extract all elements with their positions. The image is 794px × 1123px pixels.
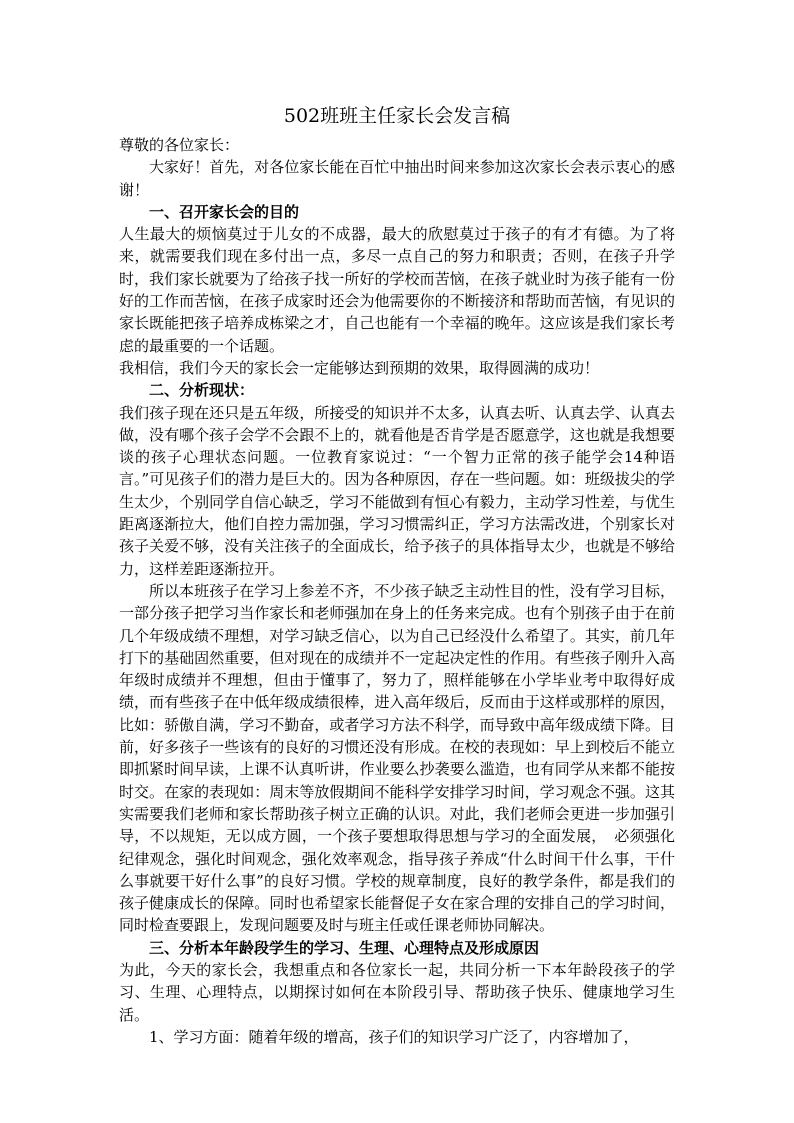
paragraph: 我相信，我们今天的家长会一定能够达到预期的效果，取得圆满的成功！ <box>119 358 600 377</box>
paragraph: 1、学习方面：随着年级的增高，孩子们的知识学习广泛了，内容增加了， <box>149 1027 639 1046</box>
document-title: 502班班主任家长会发言稿 <box>283 105 511 127</box>
paragraph: 我们孩子现在还只是五年级，所接受的知识并不太多，认真去听、认真去学、认真去做，没有哪个孩子会学不会跟不上的，就看他是否肯学是否愿意学，这也就是我想要谈的孩子心理状态问题。一位教育家说过：“一个智力正常的孩子能学会14种语言。”可见孩子们的潜力是巨大的。因为各种原因，存在一些问题。如：班级拔尖的学生太少，个别同学自信心缺乏，学习不能做到有恒心有毅力，主动学习性差，与优生距离逐渐拉大，他们自控力需加强，学习习惯需纠正，学习方法需改进，个别家长对孩子关爱不够，没有关注孩子的全面成长，给予孩子的具体指导太少，也就是不够给力，这样差距逐渐拉开。 <box>119 403 675 578</box>
paragraph: 为此，今天的家长会，我想重点和各位家长一起，共同分析一下本年龄段孩子的学习、生理、心理特点，以期探讨如何在本阶段引导、帮助孩子快乐、健康地学习生活。 <box>119 960 675 1024</box>
greeting-paragraph: 大家好！首先，对各位家长能在百忙中抽出时间来参加这次家长会表示衷心的感谢！ <box>119 158 675 199</box>
section-heading-analysis: 三、分析本年龄段学生的学习、生理、心理特点及形成原因 <box>149 938 540 957</box>
section-heading-purpose: 一、召开家长会的目的 <box>149 202 300 221</box>
paragraph: 所以本班孩子在学习上参差不齐，不少孩子缺乏主动性目的性，没有学习目标，一部分孩子把学习当作家长和老师强加在身上的任务来完成。也有个别孩子由于在前几个年级成绩不理想，对学习缺乏信心，以为自己已经没什么希望了。其实，前几年打下的基础固然重要，但对现在的成绩并不一定起决定性的作用。有些孩子刚升入高年级时成绩并不理想，但由于懂事了，努力了，照样能够在小学毕业考中取得好成绩，而有些孩子在中低年级成绩很棒，进入高年级后，反而由于这样或那样的原因，比如：骄傲自满，学习不勤奋，或者学习方法不科学，而导致中高年级成绩下降。目前，好多孩子一些该有的良好的习惯还没有形成。在校的表现如：早上到校后不能立即抓紧时间早读，上课不认真听讲，作业要么抄袭要么滥造，也有同学从来都不能按时交。在家的表现如：周末等放假期间不能科学安排学习时间，学习观念不强。这其实需要我们老师和家长帮助孩子树立正确的认识。对此，我们老师会更进一步加强引导，不以规矩，无以成方圆，一个孩子要想取得思想与学习的全面发展， 必须强化纪律观念，强化时间观念，强化效率观念，指导孩子养成“什么时间干什么事，干什么事就要干好什么事”的良好习惯。学校的规章制度，良好的教学条件，都是我们的孩子健康成长的保障。同时也希望家长能督促子女在家合理的安排自己的学习时间，同时检查要跟上，发现问题要及时与班主任或任课老师协同解决。 <box>119 581 675 935</box>
salutation: 尊敬的各位家长： <box>119 136 240 154</box>
section-heading-status: 二、分析现状： <box>149 381 255 400</box>
paragraph: 人生最大的烦恼莫过于儿女的不成器，最大的欣慰莫过于孩子的有才有德。为了将来，就需要我们现在多付出一点，多尽一点自己的努力和职责；否则，在孩子升学时，我们家长就要为了给孩子找一所好的学校而苦恼，在孩子就业时为孩子能有一份好的工作而苦恼，在孩子成家时还会为他需要你的不断接济和帮助而苦恼，有见识的家长既能把孩子培养成栋梁之才，自己也能有一个幸福的晚年。这应该是我们家长考虑的最重要的一个话题。 <box>119 225 675 355</box>
document-page <box>119 104 675 1048</box>
